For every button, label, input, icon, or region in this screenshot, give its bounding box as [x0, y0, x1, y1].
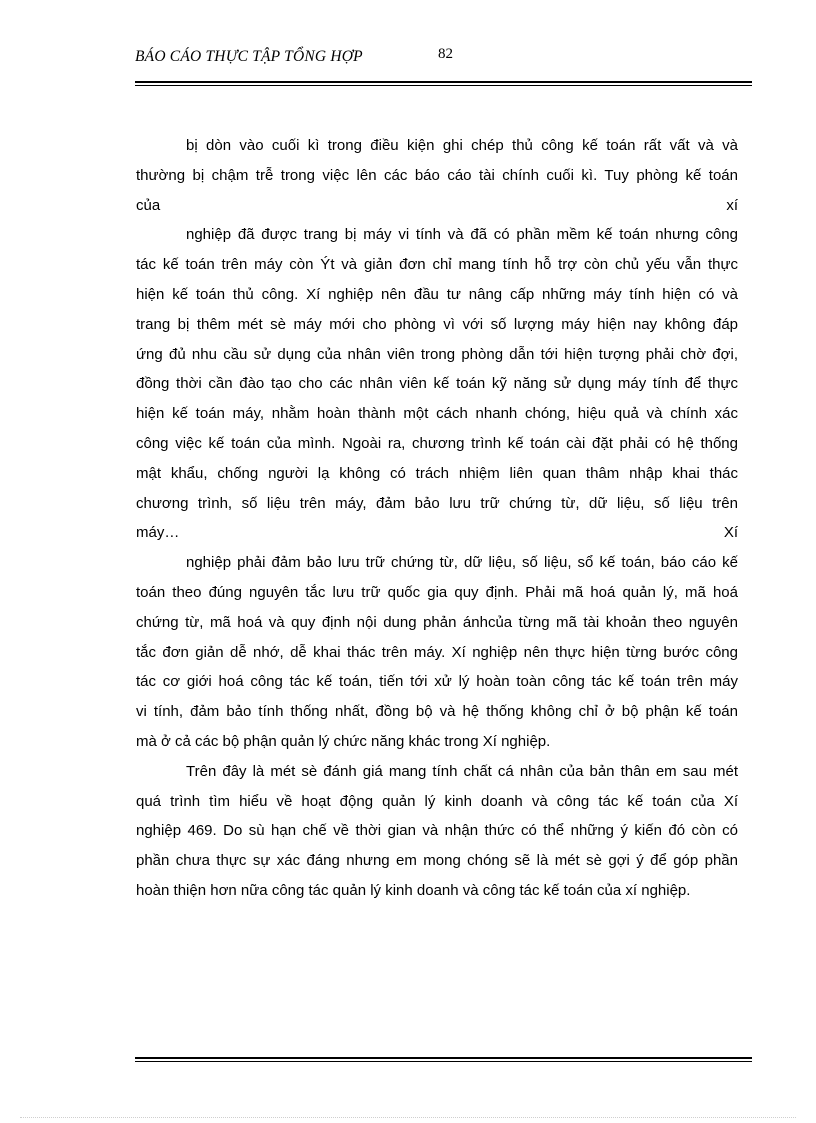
text-line: hiện kế toán thủ công. Xí nghiệp nên đầu tư nâng cấp những máy tính hiện có và	[136, 285, 738, 303]
text-line: trang bị thêm mét sè máy mới cho phòng vì với số lượng máy hiện nay không đáp	[136, 315, 738, 333]
header-divider	[135, 81, 752, 86]
footer-divider	[135, 1057, 752, 1062]
text-line: chứng từ, mã hoá và quy định nội dung phản ánhcủa từng mã tài khoản theo nguyên	[136, 613, 738, 631]
header-title: BÁO CÁO THỰC TẬP TỔNG HỢP	[135, 48, 363, 65]
text-line: quá trình tìm hiểu về hoạt động quản lý kinh doanh và công tác kế toán của Xí	[136, 792, 738, 810]
text-line: tác cơ giới hoá công tác kế toán, tiến tới xử lý hoàn toàn công tác kế toán trên máy	[136, 673, 738, 691]
text-line: của xí	[136, 196, 738, 214]
text-line: Trên đây là mét sè đánh giá mang tính chất cá nhân của bản thân em sau mét	[186, 762, 738, 780]
text-line: bị dòn vào cuối kì trong điều kiện ghi chép thủ công kế toán rất vất và và	[186, 137, 738, 154]
text-line: toán theo đúng nguyên tắc lưu trữ quốc gia quy định. Phải mã hoá quản lý, mã hoá	[136, 583, 738, 601]
text-line: thường bị chậm trễ trong việc lên các báo cáo tài chính cuối kì. Tuy phòng kế toán	[136, 166, 738, 184]
page-header	[135, 48, 752, 72]
text-line: mật khẩu, chống người lạ không có trách nhiệm liên quan thâm nhập khai thác	[136, 464, 738, 482]
text-line: mà ở cả các bộ phận quản lý chức năng khác trong Xí nghiệp.	[136, 732, 551, 750]
text-line: công việc kế toán của mình. Ngoài ra, chương trình kế toán cài đặt phải có hệ thống	[136, 434, 738, 452]
text-line: hoàn thiện hơn nữa công tác quản lý kinh doanh và công tác kế toán của xí nghiệp.	[136, 881, 691, 899]
text-line: ứng đủ nhu cầu sử dụng của nhân viên trong phòng dẫn tới hiện tượng phải chờ đợi,	[136, 345, 738, 363]
text-line: nghiệp 469. Do sù hạn chế về thời gian và nhận thức có thể những ý kiến đó còn có	[136, 822, 738, 840]
text-line: tắc đơn giản dễ nhớ, dễ khai thác trên máy. Xí nghiệp nên thực hiện từng bước công	[136, 643, 738, 661]
text-line: hiện kế toán máy, nhằm hoàn thành một cách nhanh chóng, hiệu quả và chính xác	[136, 405, 738, 423]
text-line: nghiệp phải đảm bảo lưu trữ chứng từ, dữ liệu, số liệu, sổ kế toán, báo cáo kế	[186, 554, 738, 572]
text-line: đồng thời cần đào tạo cho các nhân viên kế toán kỹ năng sử dụng máy tính để thực	[136, 375, 738, 393]
text-line: máy… Xí	[136, 524, 738, 542]
page-number: 82	[438, 46, 453, 62]
text-line: nghiệp đã được trang bị máy vi tính và đã có phần mềm kế toán nhưng công	[186, 226, 738, 244]
page-edge-dots	[20, 1117, 796, 1118]
text-line: phần chưa thực sự xác đáng nhưng em mong chóng sẽ là mét sè gợi ý để góp phần	[136, 852, 738, 870]
body-text	[136, 131, 738, 906]
text-line: chương trình, số liệu trên máy, đảm bảo lưu trữ chứng từ, dữ liệu, số liệu trên	[136, 494, 738, 512]
text-line: tác kế toán trên máy còn Ýt và giản đơn chỉ mang tính hỗ trợ còn chủ yếu vẫn thực	[136, 256, 738, 274]
text-line: vi tính, đảm bảo tính thống nhất, đồng bộ và hệ thống không chỉ ở bộ phận kế toán	[136, 703, 738, 721]
